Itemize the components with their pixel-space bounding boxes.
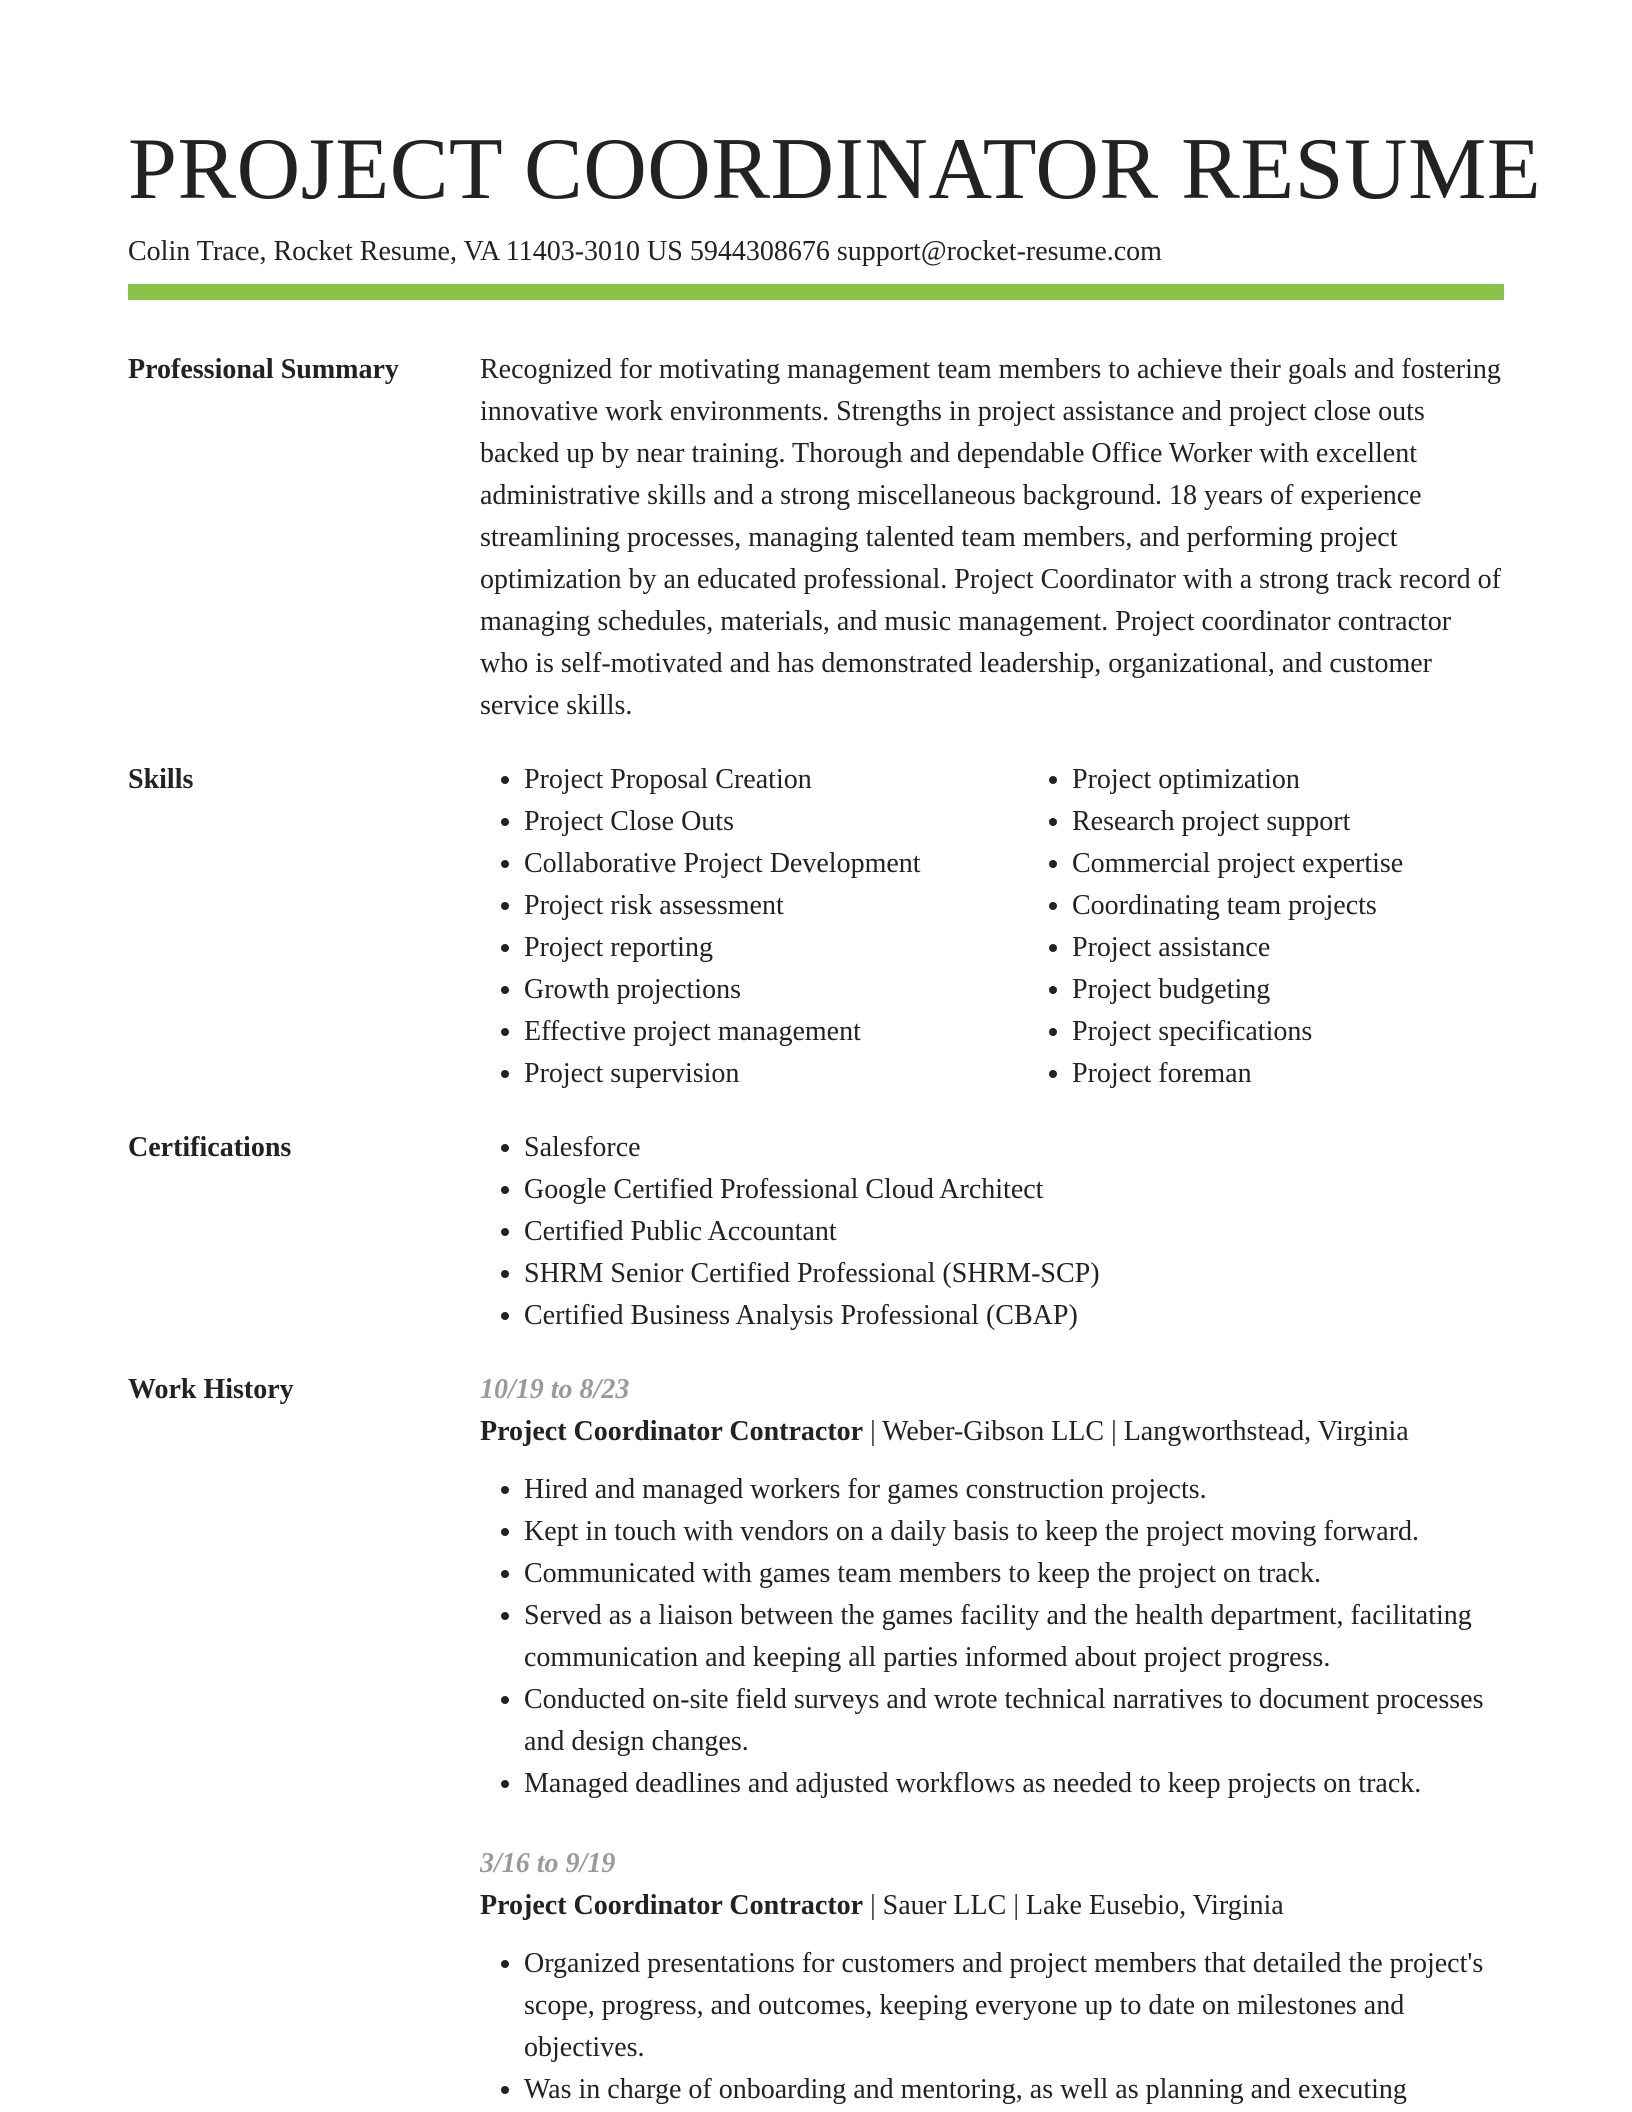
skills-list-left (480, 759, 1028, 1095)
certifications-list (480, 1127, 1504, 1337)
job-dates: 10/19 to 8/23 (480, 1374, 630, 1405)
job-details: | Sauer LLC | Lake Eusebio, Virginia (863, 1890, 1284, 1921)
skill-item: • Project supervision (524, 1053, 1028, 1095)
skill-item: • Effective project management (524, 1011, 1028, 1053)
skills-columns (480, 759, 1576, 1095)
summary-text: Recognized for motivating management team members to achieve their goals and fostering innovative work environments. Strengths in project assistance and project close outs backed up by near training. Thorough and dependable Office Worker with excellent administrative skills and a strong miscellaneous background. 18 years of experience streamlining processes, managing talented team members, and performing project optimization by an educated professional. Project Coordinator with a strong track record of managing schedules, materials, and music management. Project coordinator contractor who is self-motivated and has demonstrated leadership, organizational, and customer service skills. (480, 354, 1501, 721)
job-title: Project Coordinator Contractor (480, 1890, 864, 1921)
certifications-body (480, 1127, 1504, 1337)
job-dates: 3/16 to 9/19 (480, 1848, 616, 1879)
skill-item: • Project reporting (524, 927, 1028, 969)
job-entry (480, 1843, 1504, 2111)
skill-item: • Project risk assessment (524, 885, 1028, 927)
skill-item: • Research project support (1072, 801, 1576, 843)
job-bullet: • Organized presentations for customers and project members that detailed the project's scope, progress, and outcomes, keeping everyone up to date on milestones and objectives. (524, 1943, 1504, 2069)
resume-title: PROJECT COORDINATOR RESUME (128, 121, 1542, 218)
contact-line: Colin Trace, Rocket Resume, VA 11403-3010 US 5944308676 support@rocket-resume.com (128, 236, 1162, 267)
job-bullet: • Hired and managed workers for games construction projects. (524, 1469, 1504, 1511)
skill-item: • Project specifications (1072, 1011, 1576, 1053)
skill-item: • Collaborative Project Development (524, 843, 1028, 885)
job-bullet: • Served as a liaison between the games facility and the health department, facilitating communication and keeping all parties informed about project progress. (524, 1595, 1504, 1679)
job-bullets (480, 1943, 1504, 2111)
job-title: Project Coordinator Contractor (480, 1416, 864, 1447)
skill-item: • Project foreman (1072, 1053, 1576, 1095)
job-bullet: • Communicated with games team members to keep the project on track. (524, 1553, 1504, 1595)
work-history-label: Work History (128, 1374, 294, 1405)
job-details: | Weber-Gibson LLC | Langworthstead, Virginia (863, 1416, 1409, 1447)
skills-list-right (1028, 759, 1576, 1095)
certification-item: • Certified Business Analysis Professional (CBAP) (524, 1295, 1504, 1337)
work-history-section (128, 1369, 1504, 2111)
certification-item: • Google Certified Professional Cloud Architect (524, 1169, 1504, 1211)
job-bullet: • Kept in touch with vendors on a daily basis to keep the project moving forward. (524, 1511, 1504, 1553)
certification-item: • SHRM Senior Certified Professional (SHRM-SCP) (524, 1253, 1504, 1295)
skill-item: • Project optimization (1072, 759, 1576, 801)
certification-item: • Certified Public Accountant (524, 1211, 1504, 1253)
skill-item: • Project Proposal Creation (524, 759, 1028, 801)
summary-section (128, 349, 1504, 727)
job-heading (480, 1885, 1504, 1927)
skill-item: • Project assistance (1072, 927, 1576, 969)
resume-page (128, 120, 1542, 2111)
certification-item: • Salesforce (524, 1127, 1504, 1169)
skill-item: • Project Close Outs (524, 801, 1028, 843)
skills-section (128, 759, 1504, 1095)
skill-item: • Project budgeting (1072, 969, 1576, 1011)
certifications-section (128, 1127, 1504, 1337)
skills-label: Skills (128, 764, 194, 795)
skill-item: • Commercial project expertise (1072, 843, 1576, 885)
header-divider (128, 284, 1504, 300)
job-entry (480, 1369, 1504, 1805)
job-bullet: • Conducted on-site field surveys and wrote technical narratives to document processes and design changes. (524, 1679, 1504, 1763)
job-heading (480, 1411, 1504, 1453)
skill-item: • Coordinating team projects (1072, 885, 1576, 927)
skill-item: • Growth projections (524, 969, 1028, 1011)
certifications-label: Certifications (128, 1132, 292, 1163)
work-history-body (480, 1369, 1504, 2111)
job-bullet: • Was in charge of onboarding and mentoring, as well as planning and executing (524, 2069, 1504, 2111)
summary-label: Professional Summary (128, 354, 399, 385)
job-bullets (480, 1469, 1504, 1805)
job-bullet: • Managed deadlines and adjusted workflows as needed to keep projects on track. (524, 1763, 1504, 1805)
